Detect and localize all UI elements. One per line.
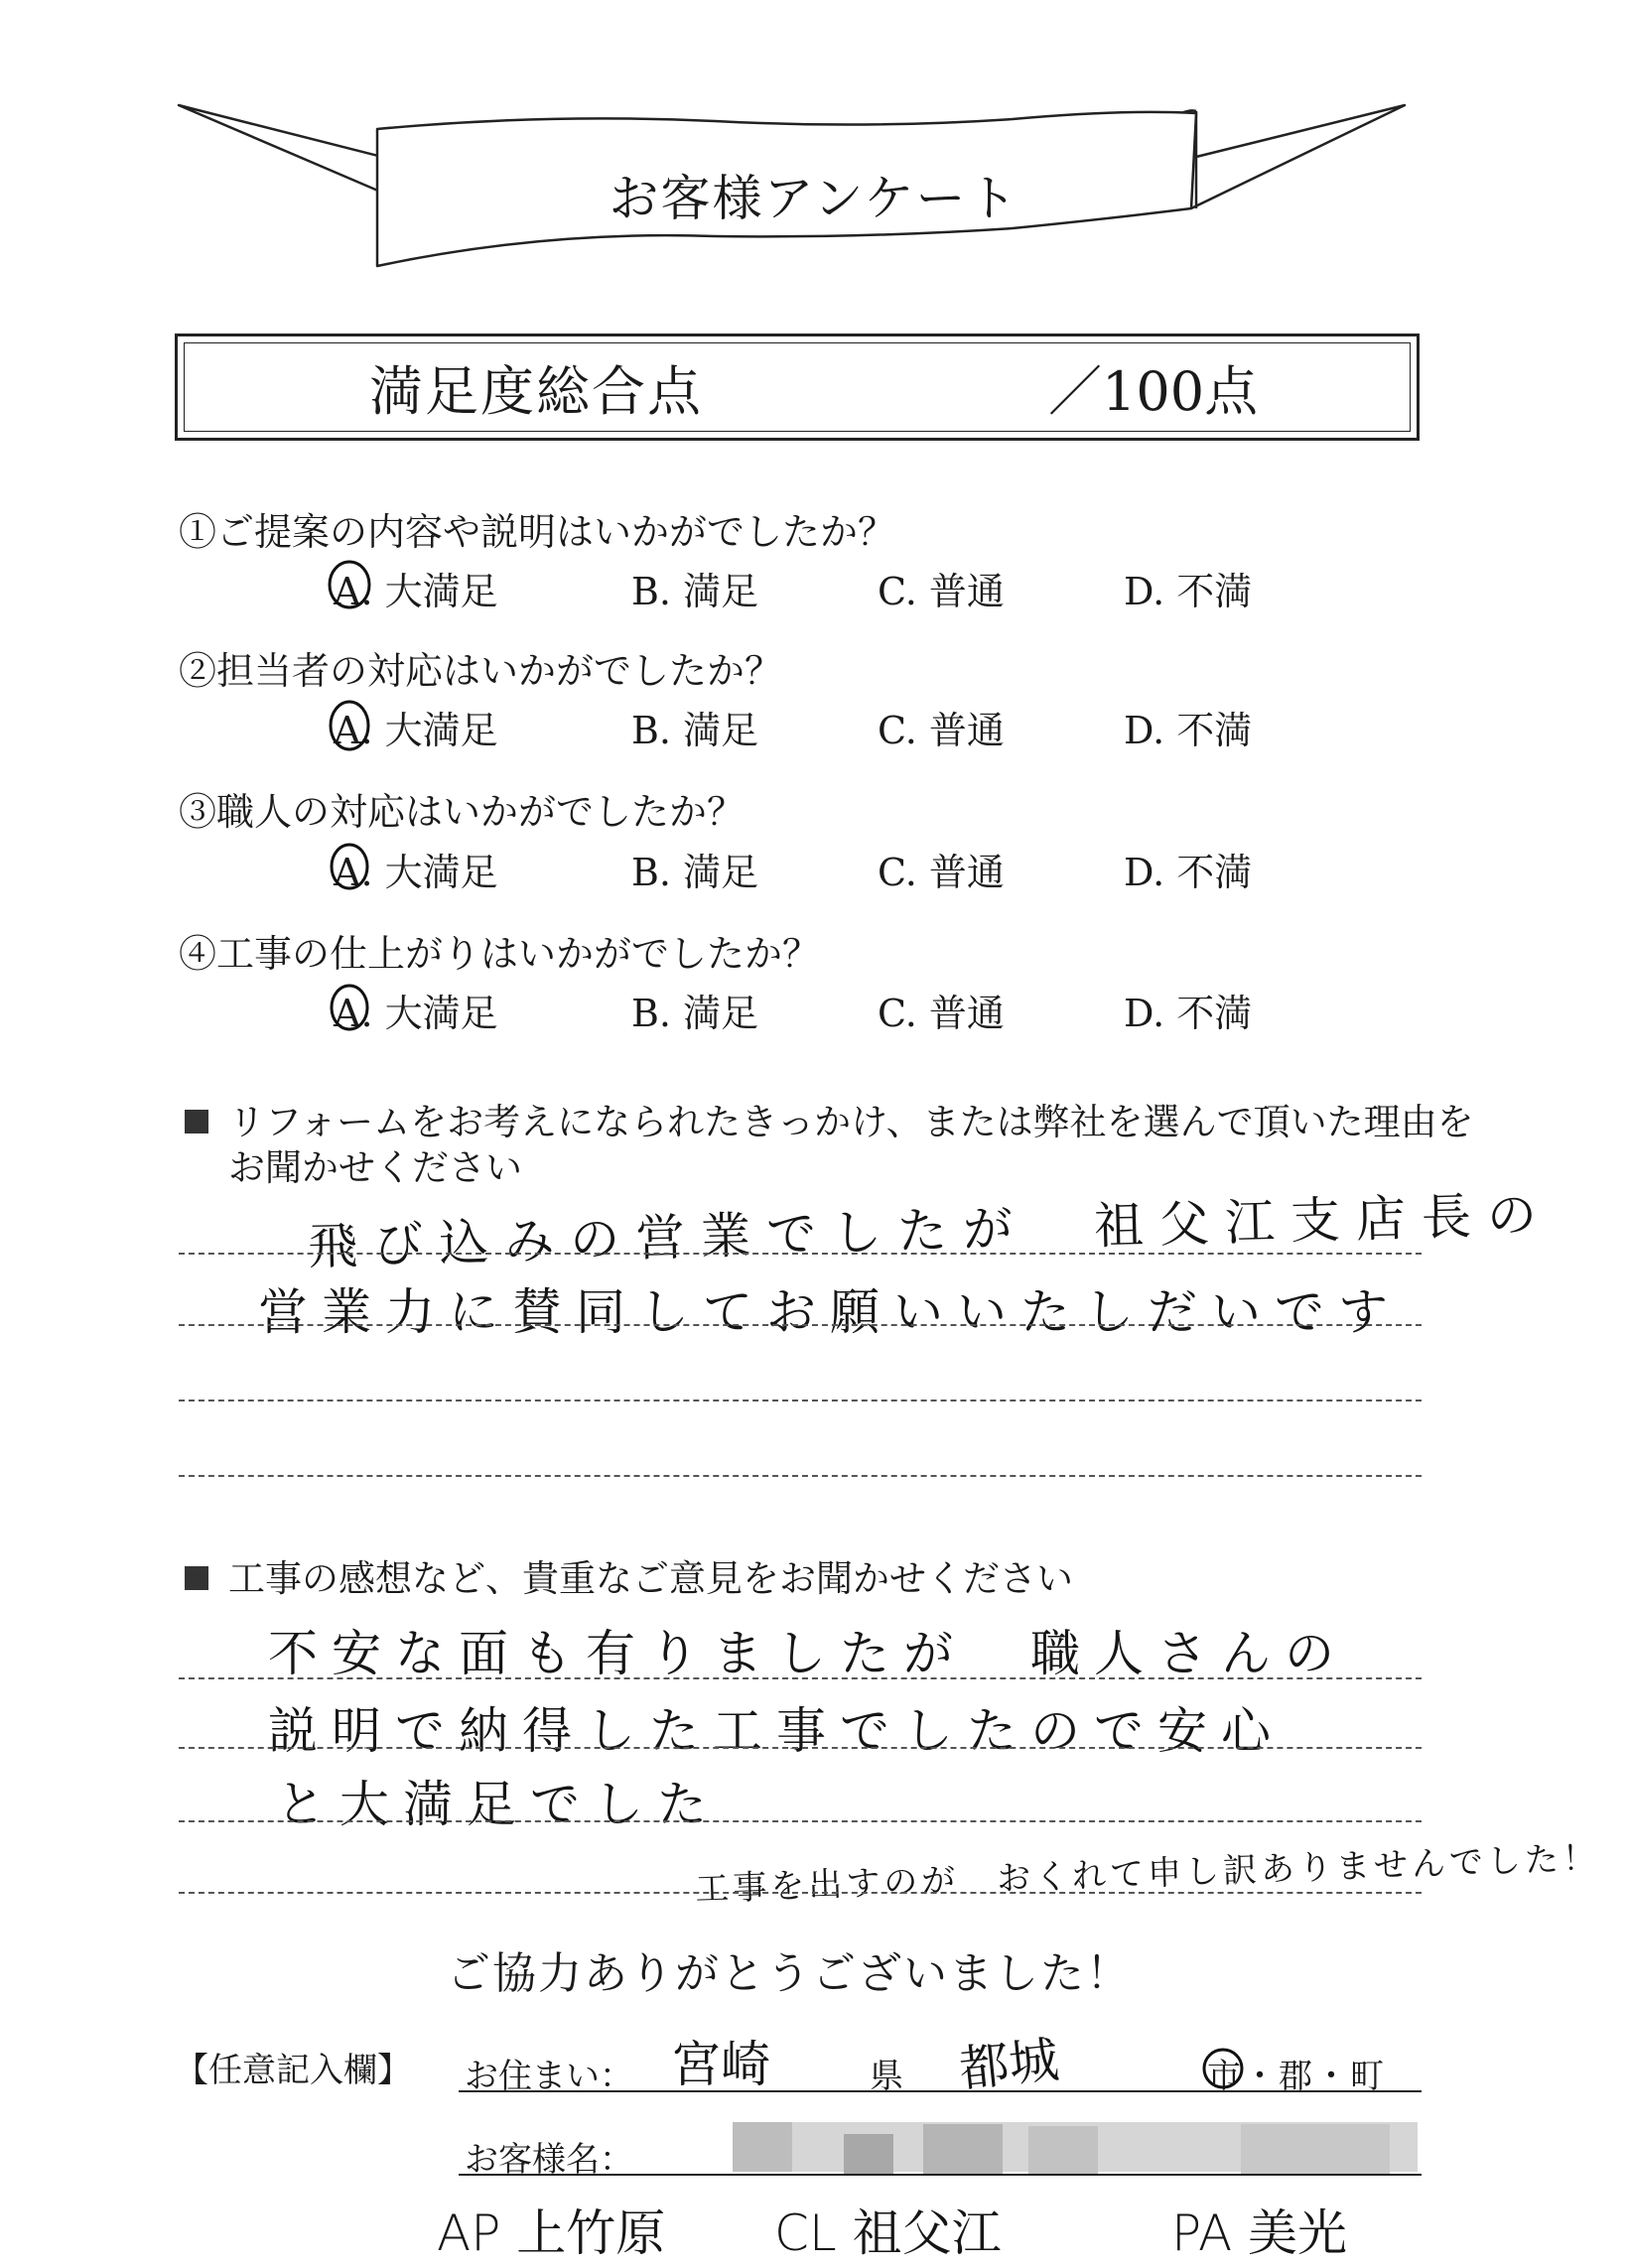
q4-option-d[interactable]: D. 不満 [1124,992,1253,1035]
bullet-square-icon [185,1110,208,1134]
name-label: お客様名： [465,2140,633,2180]
question-2: ②担当者の対応はいかがでしたか？ [179,649,783,693]
section1-answer-line1: 飛び込みの営業でしたが 祖父江支店長の [307,1185,1554,1276]
optional-label: 【任意記入欄】 [175,2051,411,2090]
staff-pa: PA 美光 [1171,2204,1348,2262]
q1-selected-circle [326,558,377,613]
q4-option-a[interactable]: A. 大満足 [334,992,498,1035]
score-label: 満足度総合点 [369,360,703,423]
section2-answer-line4: 工事を出すのが おくれて申し訳ありませんでした！ [694,1838,1601,1910]
q1-option-c[interactable]: C. 普通 [878,570,1005,613]
q2-option-c[interactable]: C. 普通 [878,709,1005,752]
redact-block [733,2122,792,2172]
city-value: 都城 [956,2030,1062,2099]
city-type-options: 市・郡・町 [1207,2057,1386,2096]
address-label: お住まい： [465,2057,633,2096]
redact-block [844,2134,893,2174]
section1-line3 [179,1400,1422,1401]
q1-option-b[interactable]: B. 満足 [631,570,759,613]
section2-line3 [179,1820,1422,1822]
section2-line4 [179,1892,1422,1894]
section1-heading: リフォームをお考えになられたきっかけ、または弊社を選んで頂いた理由を [185,1092,1474,1145]
q3-option-a[interactable]: A. 大満足 [334,851,498,894]
q1-option-d[interactable]: D. 不満 [1124,570,1253,613]
section2-answer-line3: と大満足でした [276,1776,721,1833]
name-underline [459,2174,1422,2176]
score-total: ／100点 [1048,360,1259,423]
section2-heading: 工事の感想など、貴重なご意見をお聞かせください [185,1548,1073,1602]
prefecture-value: 宮崎 [671,2036,770,2093]
question-1: ①ご提案の内容や説明はいかがでしたか？ [179,510,896,554]
q3-option-c[interactable]: C. 普通 [878,851,1005,894]
q3-option-b[interactable]: B. 満足 [631,851,759,894]
redact-block [923,2124,1003,2174]
q2-option-b[interactable]: B. 満足 [631,709,759,752]
section1-answer-line2: 営業力に賛同してお願いいたしだいです [258,1283,1402,1341]
q4-option-b[interactable]: B. 満足 [631,992,759,1035]
city-type-selected-circle [1199,2045,1247,2092]
q2-option-d[interactable]: D. 不満 [1124,709,1253,752]
q1-option-a[interactable]: A. 大満足 [334,570,498,613]
section1-line1 [179,1253,1422,1255]
address-underline [459,2090,1422,2092]
q2-selected-circle [326,697,377,756]
redact-block [1028,2126,1098,2174]
staff-cl: CL 祖父江 [774,2204,1002,2262]
bullet-square-icon [185,1566,208,1590]
section1-heading-line2: お聞かせください [228,1146,522,1189]
q3-option-d[interactable]: D. 不満 [1124,851,1253,894]
redact-block [1241,2124,1390,2174]
section1-line2 [179,1324,1422,1326]
section2-line1 [179,1677,1422,1679]
section2-answer-line2: 説明で納得した工事でしたので安心 [268,1702,1285,1760]
staff-ap: AP 上竹原 [437,2204,666,2262]
prefecture-suffix: 県 [870,2057,903,2096]
page-title: お客様アンケート [609,170,1019,227]
thanks-message: ご協力ありがとうございました！ [447,1948,1132,1999]
question-3: ③職人の対応はいかがでしたか？ [179,790,746,834]
q4-option-c[interactable]: C. 普通 [878,992,1005,1035]
section2-line2 [179,1747,1422,1749]
section2-answer-line1: 不安な面も有りましたが 職人さんの [268,1625,1348,1682]
q4-selected-circle [328,981,377,1036]
q3-selected-circle [328,840,377,895]
q2-option-a[interactable]: A. 大満足 [334,709,498,752]
section1-line4 [179,1475,1422,1477]
question-4: ④工事の仕上がりはいかがでしたか？ [179,932,821,976]
